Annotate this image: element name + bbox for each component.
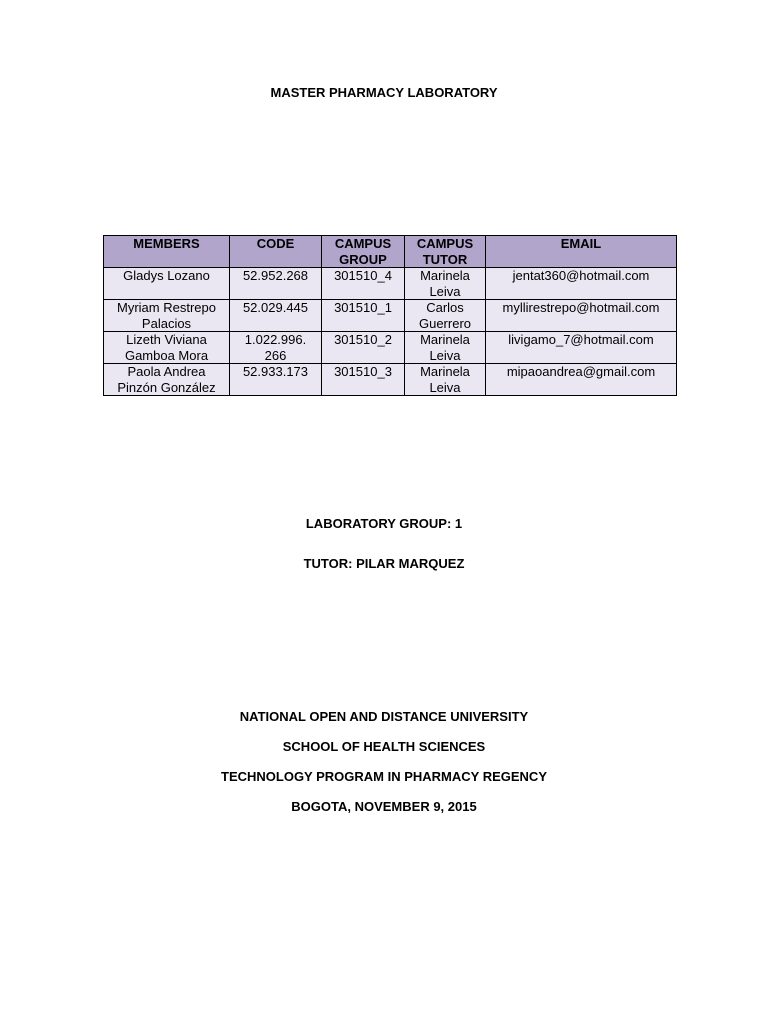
cell-email [486,364,677,396]
cell-code [230,300,322,332]
cell-line: Marinela [420,268,470,283]
cell-member [104,268,230,300]
cell-line: 52.952.268 [242,268,309,283]
cell-campus-group [322,332,405,364]
cell-campus-tutor [405,300,486,332]
header-code [230,236,322,268]
header-email [486,236,677,268]
cell-line: myllirestrepo@hotmail.com [502,300,660,315]
cell-line: 1.022.996. [244,332,307,347]
header-line: EMAIL [560,236,602,251]
cell-member [104,364,230,396]
table-header-row [104,236,677,268]
cell-line: Gamboa Mora [124,347,209,363]
cell-line: 52.933.173 [242,364,309,379]
table-row [104,300,677,332]
cell-line: Guerrero [418,315,472,331]
header-line: TUTOR [422,251,468,267]
header-members [104,236,230,268]
cell-campus-tutor [405,268,486,300]
cell-code [230,364,322,396]
cell-line: 52.029.445 [242,300,309,315]
header-line: CODE [256,236,295,251]
table-row [104,332,677,364]
cell-line: Carlos [426,300,464,315]
cell-line: jentat360@hotmail.com [512,268,650,283]
cell-line: Lizeth Viviana [126,332,207,347]
cell-campus-group [322,364,405,396]
cell-campus-group [322,300,405,332]
cell-line: Palacios [141,315,192,331]
cell-line: Pinzón González [117,379,216,395]
school-name: SCHOOL OF HEALTH SCIENCES [282,739,486,754]
tutor-line: TUTOR: PILAR MARQUEZ [303,556,465,571]
cell-line: Myriam Restrepo [117,300,216,315]
cell-member [104,332,230,364]
header-line: GROUP [339,251,387,267]
cell-line: 301510_4 [334,268,392,283]
laboratory-group: LABORATORY GROUP: 1 [305,516,463,531]
cell-line: Leiva [429,283,461,299]
cell-code [230,332,322,364]
header-line: MEMBERS [133,236,200,251]
document-title: MASTER PHARMACY LABORATORY [270,85,498,100]
cell-line: mipaoandrea@gmail.com [506,364,656,379]
cell-campus-group [322,268,405,300]
cell-line: 301510_2 [334,332,392,347]
cell-campus-tutor [405,364,486,396]
program-name: TECHNOLOGY PROGRAM IN PHARMACY REGENCY [221,769,547,784]
cell-line: Leiva [429,347,461,363]
cell-line: livigamo_7@hotmail.com [508,332,654,347]
cell-line: Marinela [420,332,470,347]
header-line: CAMPUS [416,236,474,251]
members-table [103,235,677,396]
cell-member [104,300,230,332]
cell-line: Gladys Lozano [123,268,210,283]
cell-line: 301510_3 [334,364,392,379]
cell-line: Marinela [420,364,470,379]
cell-line: 301510_1 [334,300,392,315]
cell-campus-tutor [405,332,486,364]
header-line: CAMPUS [334,236,392,251]
table-row [104,268,677,300]
header-campus-group [322,236,405,268]
cell-email [486,268,677,300]
cell-line: Paola Andrea [127,364,206,379]
document-date: BOGOTA, NOVEMBER 9, 2015 [291,799,477,814]
cell-line: 266 [264,347,287,363]
university-name: NATIONAL OPEN AND DISTANCE UNIVERSITY [239,709,529,724]
cell-email [486,300,677,332]
cell-line: Leiva [429,379,461,395]
cell-code [230,268,322,300]
cell-email [486,332,677,364]
header-campus-tutor [405,236,486,268]
table-row [104,364,677,396]
